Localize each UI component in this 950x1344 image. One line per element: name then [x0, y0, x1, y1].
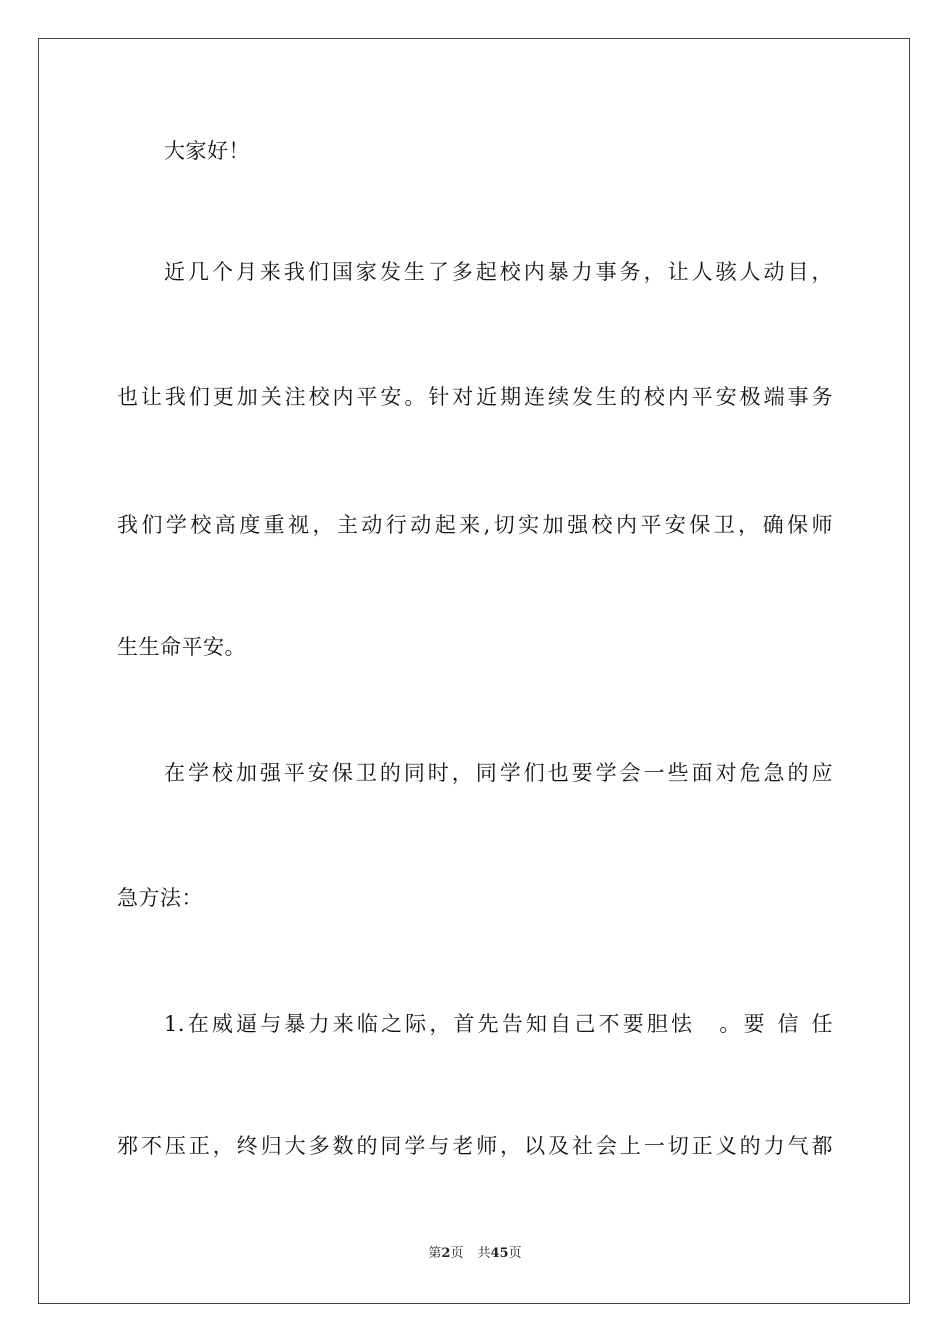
footer-page-suffix: 页: [450, 1246, 464, 1261]
paragraph-3-line-1: 1.在威逼与暴力来临之际，首先告知自己不要胆怯 。要 信 任: [164, 1012, 833, 1036]
paragraph-3-line-2: 邪不压正，终归大多数的同学与老师，以及社会上一切正义的力气都: [117, 1134, 833, 1158]
footer-page-number: 2: [441, 1246, 451, 1261]
page-border: [38, 38, 910, 1304]
paragraph-1-line-2: 也让我们更加关注校内平安。针对近期连续发生的校内平安极端事务: [117, 385, 833, 409]
greeting-line: 大家好！: [164, 139, 250, 163]
paragraph-2-line-1: 在学校加强平安保卫的同时，同学们也要学会一些面对危急的应: [164, 761, 833, 785]
paragraph-2-line-2: 急方法：: [117, 886, 203, 910]
paragraph-1-line-3: 我们学校高度重视，主动行动起来,切实加强校内平安保卫，确保师: [117, 513, 833, 537]
page-footer: [0, 1245, 950, 1263]
footer-total-prefix: 共: [477, 1246, 491, 1261]
footer-page-prefix: 第: [428, 1246, 442, 1261]
paragraph-1-line-1: 近几个月来我们国家发生了多起校内暴力事务，让人骇人动目，: [164, 260, 833, 284]
paragraph-1-line-4: 生生命平安。: [117, 635, 246, 659]
footer-total-pages: 45: [490, 1246, 509, 1261]
footer-total-suffix: 页: [508, 1246, 522, 1261]
